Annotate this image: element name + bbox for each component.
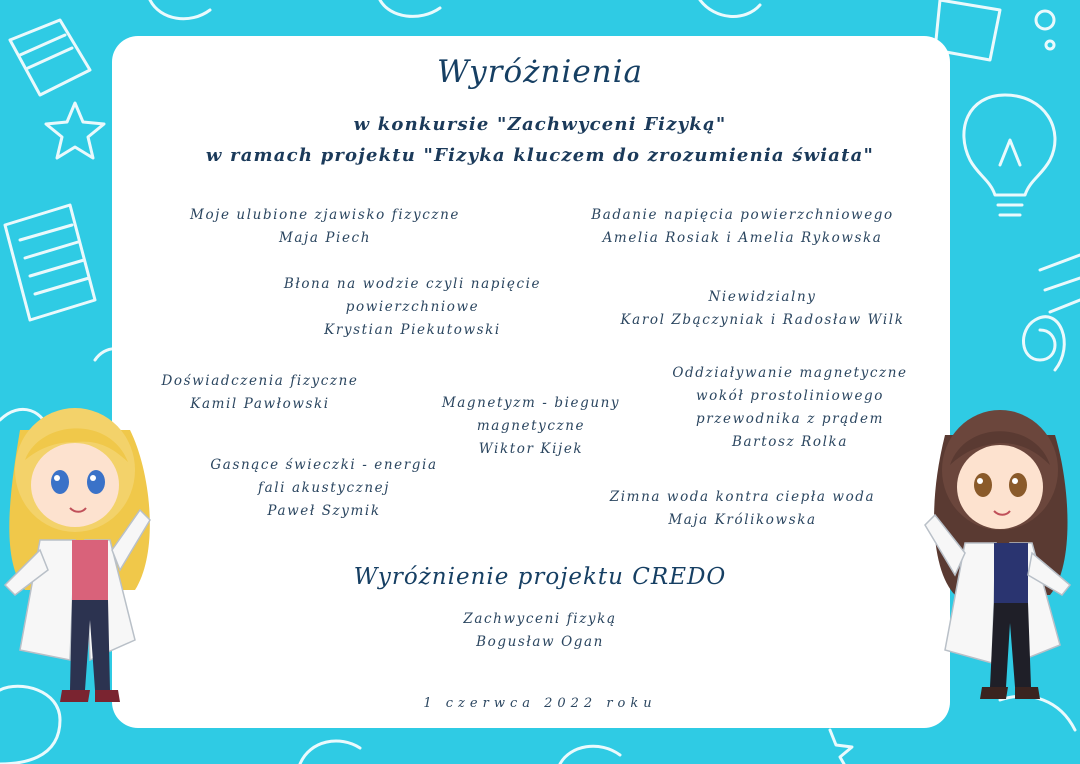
entry-title: Moje ulubione zjawisko fizyczne (190, 207, 460, 223)
subtitle-project: w ramach projektu "Fizyka kluczem do zrozumienia świata" (205, 145, 875, 166)
entry-title: Błona na wodzie czyli napięcie (283, 276, 542, 292)
entry-title: wokół prostoliniowego (695, 388, 885, 404)
entry-authors: Bogusław Ogan (476, 634, 604, 650)
blonde-scientist-illustration (0, 390, 160, 710)
entry-title: magnetyczne (476, 418, 586, 434)
award-entry (140, 370, 380, 416)
award-entry (195, 454, 453, 523)
entry-title: Badanie napięcia powierzchniowego (591, 207, 894, 223)
award-entry (600, 286, 925, 332)
entry-title: Niewidzialny (708, 289, 817, 305)
credo-entry (0, 608, 1080, 654)
entry-title: fali akustycznej (257, 480, 391, 496)
entry-authors: Maja Królikowska (668, 512, 817, 528)
star-icon-bottom (830, 730, 852, 764)
entry-authors: Maja Piech (278, 230, 372, 246)
award-entry (270, 273, 555, 342)
entry-title: Doświadczenia fizyczne (161, 373, 359, 389)
entry-title: Zachwyceni fizyką (463, 611, 617, 627)
award-entry (595, 486, 890, 532)
entry-title: powierzchniowe (345, 299, 480, 315)
date-line: 1 czerwca 2022 roku (423, 696, 657, 711)
entry-title: Gasnące świeczki - energia (210, 457, 438, 473)
award-entry (650, 362, 930, 454)
entry-authors: Kamil Pawłowski (190, 396, 330, 412)
entry-title: Zimna woda kontra ciepła woda (609, 489, 876, 505)
entry-authors: Karol Zbączyniak i Radosław Wilk (620, 312, 905, 328)
brunette-scientist-illustration (920, 395, 1080, 705)
award-entry (175, 204, 475, 250)
notebook-icon (5, 205, 95, 320)
entry-authors: Paweł Szymik (267, 503, 381, 519)
entry-authors: Wiktor Kijek (478, 441, 584, 457)
subtitle-contest: w konkursie "Zachwyceni Fizyką" (353, 114, 727, 135)
award-entry (575, 204, 910, 250)
entry-authors: Bartosz Rolka (732, 434, 848, 450)
entry-authors: Krystian Piekutowski (324, 322, 501, 338)
credo-heading: Wyróżnienie projektu CREDO (353, 564, 727, 590)
award-entry (420, 392, 642, 461)
entry-title: przewodnika z prądem (695, 411, 885, 427)
entry-title: Oddziaływanie magnetyczne (672, 365, 908, 381)
notebook-icon-right (1040, 255, 1080, 312)
spiral-icon (1024, 317, 1065, 370)
entry-authors: Amelia Rosiak i Amelia Rykowska (602, 230, 883, 246)
entry-title: Magnetyzm - bieguny (441, 395, 621, 411)
page-title: Wyróżnienia (436, 54, 644, 90)
